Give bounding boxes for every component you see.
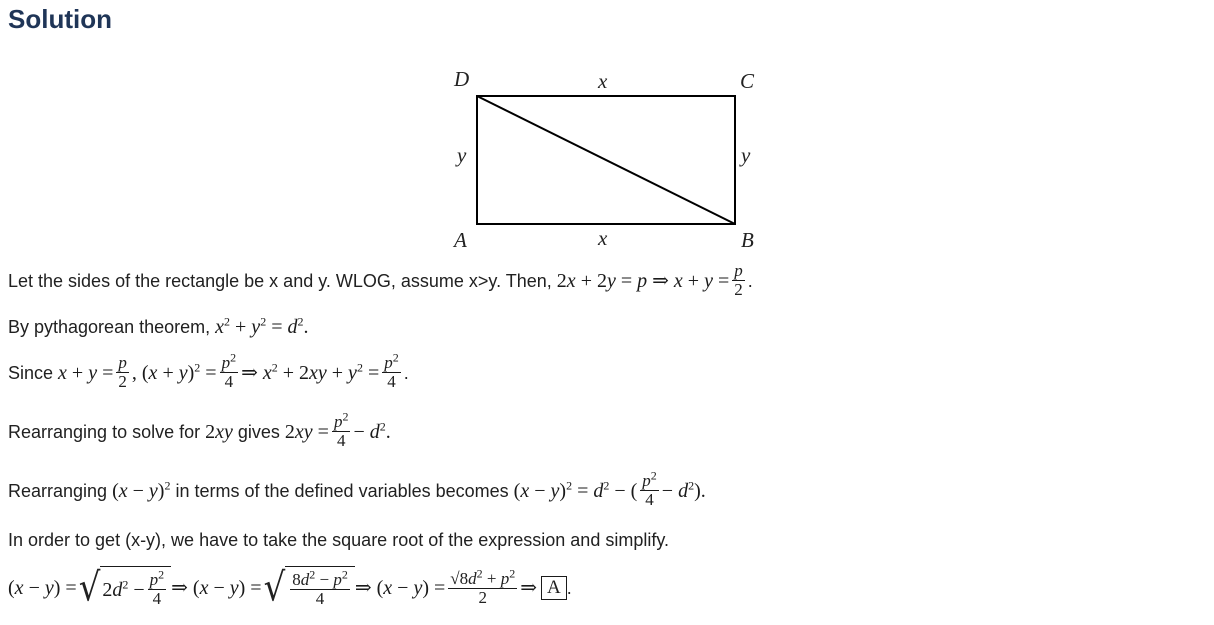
side-left-label: y	[457, 143, 467, 167]
side-right-label: y	[741, 143, 751, 167]
solution-line-5: Rearranging $(x - y)^2$ in terms of the defined variables becomes $(x - y)^2 = d^2$ − ( $\frac{p^2}{4}$ − $d^2$).	[8, 468, 706, 509]
solution-line-6	[8, 528, 669, 552]
page-heading: Solution	[8, 4, 112, 34]
solution-line-7: (x − y) = √ $2d^2$ − $\frac{p^2}{4}$ ⇒ (x − y) = √ $\frac{8d^2 - p^2}{4}$ ⇒ (x − y) = $\frac{√8d^2 + p^2}{2}$ ⇒ A .	[8, 565, 572, 611]
line-4-text: Rearranging to solve for	[8, 421, 201, 442]
line-3-text: Since	[8, 362, 54, 383]
pythagorean-equation: $x^2 + y^2 = d^2$.	[215, 314, 309, 338]
line-4-mid-text: gives	[237, 421, 280, 442]
solution-line-3: Since x + y = $\frac{p}{2}$ , $(x + y)^2$ = $\frac{p^2}{4}$ ⇒ $x^2 + 2xy + y^2$ = $\frac{p^2}{4}$ .	[8, 350, 409, 391]
line-2-text: By pythagorean theorem,	[8, 317, 211, 337]
vertex-b-label: B	[741, 228, 754, 252]
side-bottom-label: x	[598, 226, 608, 250]
rectangle-diagram	[440, 62, 780, 257]
perimeter-equation: 2x + 2y = p ⇒ x + y =	[556, 269, 730, 292]
line-5-mid-text: in terms of the defined variables becomes	[175, 480, 509, 501]
vertex-a-label: A	[454, 228, 467, 252]
solution-line-4: Rearranging to solve for 2xy gives 2xy = $\frac{p^2}{4}$ − $d^2$.	[8, 409, 391, 450]
vertex-c-label: C	[740, 69, 755, 93]
p-over-2-fraction: $\frac{p}{2}$	[734, 261, 743, 299]
answer-box: A	[541, 576, 567, 600]
line-1-text: Let the sides of the rectangle be x and y. WLOG, assume x>y. Then,	[8, 270, 552, 291]
side-top-label: x	[598, 69, 608, 93]
line-5-text: Rearranging	[8, 480, 108, 501]
vertex-d-label: D	[454, 67, 470, 91]
solution-line-2	[8, 315, 308, 339]
line-6-text: In order to get (x-y), we have to take the square root of the expression and simplify.	[8, 530, 669, 550]
solution-line-1: Let the sides of the rectangle be x and y. WLOG, assume x>y. Then, 2x + 2y = p ⇒ x + y = $\frac{p}{2}$ .	[8, 261, 753, 299]
diagonal	[477, 96, 735, 224]
